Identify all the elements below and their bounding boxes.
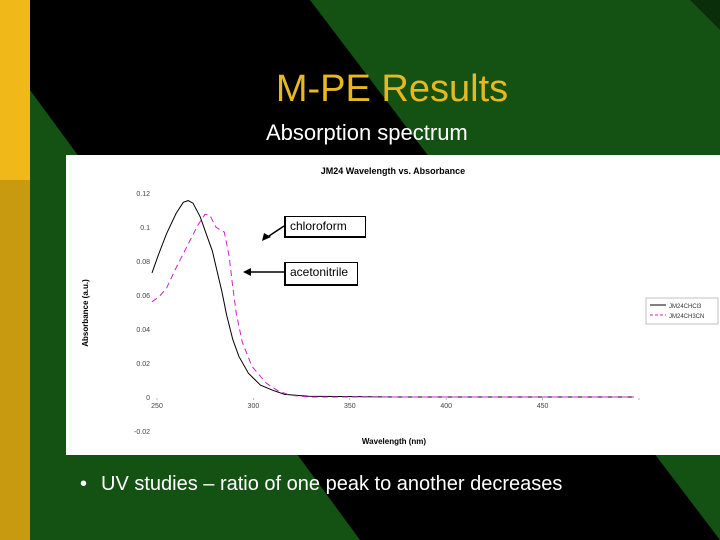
- y-tick-label: 0.06: [136, 293, 150, 300]
- x-tick-label: 450: [536, 403, 549, 410]
- y-tick-label: 0.1: [140, 225, 150, 232]
- x-tick-label: 300: [247, 403, 260, 410]
- y-tick-label: 0.04: [136, 327, 150, 334]
- chart-x-axis-label: Wavelength (nm): [361, 437, 427, 446]
- chart-axes: [134, 191, 639, 436]
- y-tick-label: -0.02: [134, 429, 150, 436]
- y-tick-label: 0.12: [136, 191, 150, 198]
- callout-acetonitrile: acetonitrile: [284, 262, 358, 286]
- y-tick-label: 0: [146, 395, 150, 402]
- arrow-acetonitrile-head: [243, 268, 251, 276]
- bullet-marker: •: [80, 473, 88, 495]
- slide-title: M-PE Results: [275, 68, 509, 110]
- legend-entry: JM24CHCl3: [669, 304, 702, 310]
- bullet-text: UV studies – ratio of one peak to another decreases: [101, 473, 563, 495]
- x-tick-label: 350: [343, 403, 356, 410]
- chart-panel: [66, 155, 720, 455]
- legend-box: [646, 298, 718, 324]
- x-tick-label: 400: [440, 403, 453, 410]
- slide-subtitle: Absorption spectrum: [266, 120, 468, 145]
- x-tick-label: 250: [151, 403, 163, 410]
- legend-entry: JM24CH3CN: [669, 314, 705, 320]
- left-darkgold-stripe: [0, 180, 30, 540]
- y-tick-label: 0.08: [136, 259, 150, 266]
- chart-legend: [646, 298, 718, 324]
- chart-title: JM24 Wavelength vs. Absorbance: [320, 166, 466, 176]
- chart-y-axis-label: Absorbance (a.u.): [81, 279, 90, 347]
- callout-chloroform: chloroform: [284, 216, 366, 238]
- series-line-0: [152, 201, 634, 397]
- y-tick-label: 0.02: [136, 361, 150, 368]
- absorbance-chart: [66, 155, 720, 455]
- chart-series-layer: [152, 201, 634, 397]
- annotation-arrows: [243, 226, 284, 276]
- arrow-chloroform-head: [262, 233, 271, 241]
- bullet-point: [80, 473, 562, 496]
